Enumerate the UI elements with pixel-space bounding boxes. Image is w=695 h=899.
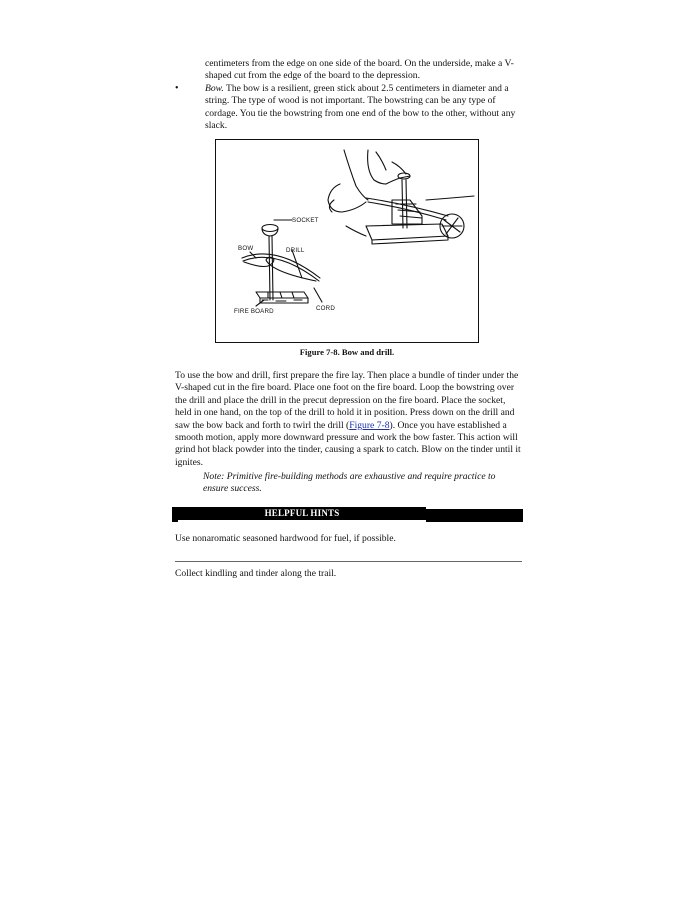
helpful-hints-title: HELPFUL HINTS xyxy=(178,507,426,520)
bullet-marker: • xyxy=(175,83,179,94)
paragraph-bow-drill-usage xyxy=(175,370,524,469)
banner-right-block xyxy=(426,509,523,522)
hint-item: Use nonaromatic seasoned hardwood for fuel, if possible. xyxy=(175,533,396,544)
paragraph-fire-board-end: centimeters from the edge on one side of the board. On the underside, make a V-shaped cut from the edge of the board to the depression. xyxy=(205,58,514,82)
bullet-text xyxy=(205,83,523,133)
label-fire-board: FIRE BOARD xyxy=(234,308,274,315)
helpful-hints-banner xyxy=(172,507,523,522)
usage-text-before-link: To use the bow and drill, first prepare the fire lay. Then place a bundle of tinder under the V-shaped cut in the fire board. Place one foot on the fire board. Loop the bowstring over the drill and place the drill in the precut depression on the fire board. Place the socket, held in one hand, on the top of the drill to hold it in position. Press down on the drill and saw the bow back and forth to twirl the drill ( xyxy=(175,370,519,431)
hint-item: Collect kindling and tinder along the trail. xyxy=(175,568,337,579)
hint-divider xyxy=(175,561,522,562)
note-primitive-methods: Note: Primitive fire-building methods are exhaustive and require practice to ensure success. xyxy=(203,471,496,495)
label-socket: SOCKET xyxy=(292,217,319,224)
figure-bow-and-drill xyxy=(215,139,479,343)
usage-text-after-link: ). Once you have established a smooth motion, apply more downward pressure and work the bow faster. This action will grind hot black powder into the tinder, causing a spark to catch. Blow on the tinder until it ignites. xyxy=(175,419,521,468)
figure-caption: Figure 7-8. Bow and drill. xyxy=(299,347,395,357)
label-drill: DRILL xyxy=(286,247,305,254)
bullet-term: Bow. xyxy=(205,83,224,94)
bullet-description: The bow is a resilient, green stick about 2.5 centimeters in diameter and a string. The type of wood is not important. The bowstring can be any type of cordage. You tie the bowstring from one end of the bow to the other, without any slack. xyxy=(205,83,516,132)
figure-7-8-link[interactable]: Figure 7-8 xyxy=(349,419,390,431)
label-bow: BOW xyxy=(238,245,254,252)
label-cord: CORD xyxy=(316,305,336,312)
